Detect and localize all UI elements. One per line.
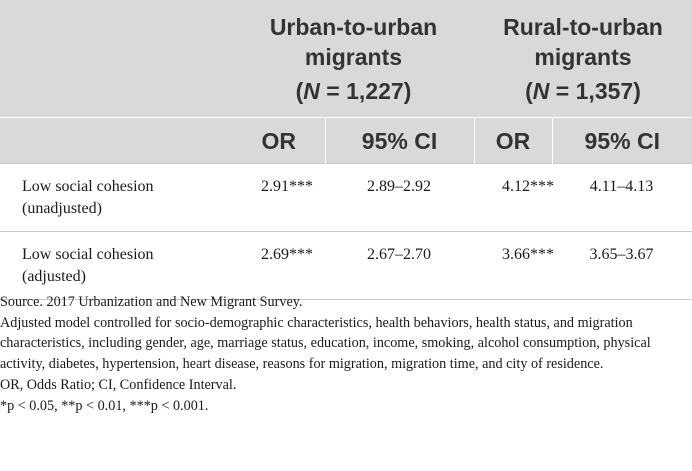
row-label-line2: (adjusted): [22, 268, 86, 285]
uu-ci-value: 2.67–2.70: [325, 232, 474, 300]
subheader-uu-ci: 95% CI: [325, 118, 474, 164]
row-label-line2: (unadjusted): [22, 200, 102, 217]
table-row: [0, 232, 692, 300]
table-row: [0, 164, 692, 232]
row-label-line1: Low social cohesion: [22, 178, 154, 195]
n-symbol: N: [303, 77, 320, 104]
subheader-row: [0, 118, 692, 164]
row-label-line1: Low social cohesion: [22, 246, 154, 263]
row-label: [0, 232, 233, 300]
group-sample-size: [239, 76, 468, 106]
header-empty-cell: [0, 0, 233, 118]
subheader-ru-ci: 95% CI: [552, 118, 692, 164]
ru-ci-value: 4.11–4.13: [552, 164, 692, 232]
footnote-source: Source. 2017 Urbanization and New Migrant Survey.: [0, 294, 303, 310]
n-value: = 1,227): [319, 77, 412, 104]
uu-or-value: 2.91***: [233, 164, 325, 232]
group-title-line1: Urban-to-urban: [269, 13, 438, 40]
group-header-urban-to-urban: [233, 0, 474, 118]
group-title-line2: migrants: [304, 43, 403, 70]
group-sample-size: [480, 76, 686, 106]
n-prefix: (: [295, 77, 304, 104]
footnote-abbreviations: OR, Odds Ratio; CI, Confidence Interval.: [0, 376, 237, 393]
subheader-ru-or: OR: [474, 118, 552, 164]
group-title-line1: Rural-to-urban: [503, 13, 663, 40]
subheader-uu-or: OR: [233, 118, 325, 164]
ru-or-value: 4.12***: [474, 164, 552, 232]
n-value: = 1,357): [549, 77, 641, 104]
uu-ci-value: 2.89–2.92: [325, 164, 474, 232]
n-symbol: N: [532, 77, 550, 104]
footnote-adjusted-model: Adjusted model controlled for socio-demographic characteristics, health behaviors, health status, and migration characteristics, including gender, age, marriage status, education, income, smoking, alcohol consumption, physical activity, diabetes, hypertension, heart disease, reasons for migration, migration time, and city of residence.: [0, 314, 651, 373]
table-body: [0, 164, 692, 300]
group-header-rural-to-urban: [474, 0, 692, 118]
n-prefix: (: [525, 77, 533, 104]
group-header-row: [0, 0, 692, 118]
footnote-significance: *p < 0.05, **p < 0.01, ***p < 0.001.: [0, 397, 209, 414]
table-footnotes: [0, 292, 690, 416]
uu-or-value: 2.69***: [233, 232, 325, 300]
subheader-empty-cell: [0, 118, 233, 164]
ru-or-value: 3.66***: [474, 232, 552, 300]
group-title-line2: migrants: [534, 43, 632, 70]
row-label: [0, 164, 233, 232]
table-header: [0, 0, 692, 164]
ru-ci-value: 3.65–3.67: [552, 232, 692, 300]
